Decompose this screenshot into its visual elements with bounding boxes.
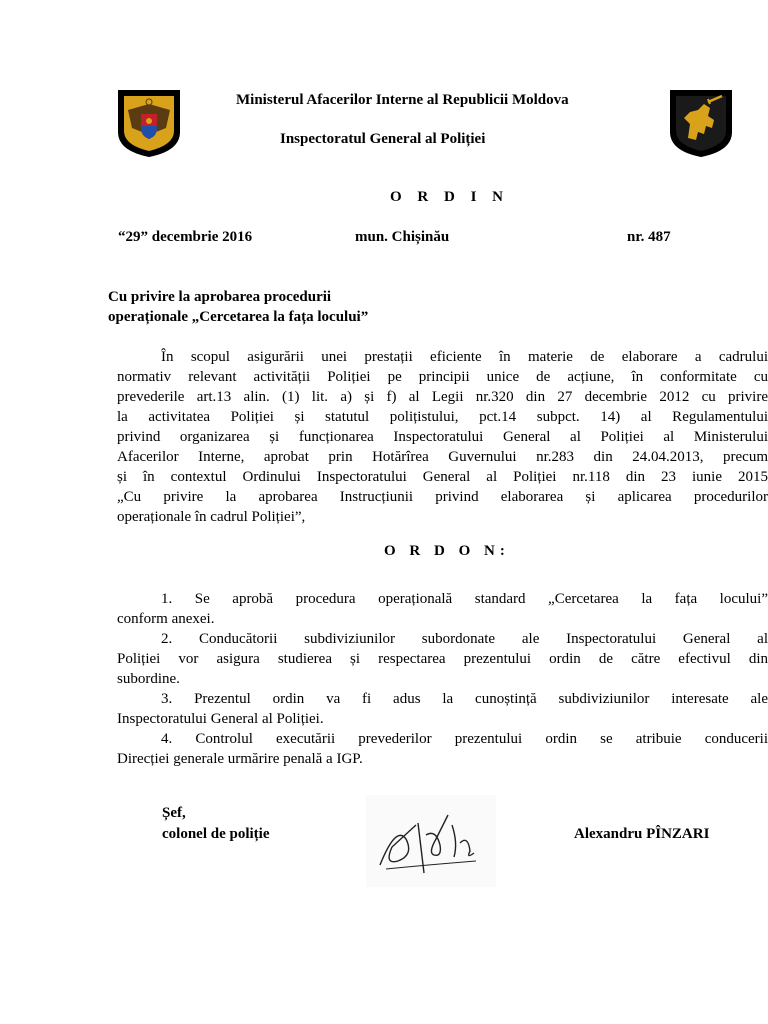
- moldova-coat-of-arms-icon: [116, 88, 182, 163]
- handwritten-signature: [366, 795, 496, 892]
- signatory-name: Alexandru PÎNZARI: [574, 826, 710, 842]
- preamble-line: privind organizarea și funcționarea Inspectoratului General al Poliției al Ministerului: [117, 429, 768, 445]
- document-title: O R D I N: [390, 189, 510, 205]
- document-place: mun. Chișinău: [355, 229, 450, 245]
- signatory-rank: colonel de poliție: [162, 826, 270, 842]
- order-item-line: 3. Prezentul ordin va fi adus la cunoștință subdiviziunilor interesate ale: [161, 691, 768, 707]
- preamble-line: normativ relevant activității Poliției pe principii unice de acțiune, în conformitate cu: [117, 369, 768, 385]
- preamble-line: prevederile art.13 alin. (1) lit. a) și f) al Legii nr.320 din 27 decembrie 2012 cu privire: [117, 389, 768, 405]
- signatory-role: Șef,: [162, 805, 186, 821]
- preamble-line: operaționale în cadrul Poliției”,: [117, 509, 306, 525]
- subject-line: operaționale „Cercetarea la fața locului”: [108, 309, 369, 325]
- document-subject: [108, 287, 368, 327]
- document-date: “29” decembrie 2016: [118, 229, 253, 245]
- preamble-line: la activitatea Poliției și statutul polițistului, pct.14 subpct. 14) al Regulamentului: [117, 409, 768, 425]
- order-item-line: Direcției generale urmărire penală a IGP.: [117, 751, 363, 767]
- order-item-line: 1. Se aprobă procedura operațională standard „Cercetarea la fața locului”: [161, 591, 768, 607]
- document-number: nr. 487: [627, 229, 671, 245]
- order-heading: O R D O N:: [384, 543, 510, 559]
- order-item-line: 2. Conducătorii subdiviziunilor subordonate ale Inspectoratului General al: [161, 631, 768, 647]
- order-item-line: conform anexei.: [117, 611, 215, 627]
- preamble-line: și în contextul Ordinului Inspectoratului General al Poliției nr.118 din 23 iunie 2015: [117, 469, 768, 485]
- order-item-line: Poliției vor asigura studierea și respectarea prezentului ordin de către efectivul din: [117, 651, 768, 667]
- subject-line: Cu privire la aprobarea procedurii: [108, 289, 332, 305]
- preamble-line: Afacerilor Interne, aprobat prin Hotărîrea Guvernului nr.283 din 24.04.2013, precum: [117, 449, 768, 465]
- order-item-line: Inspectoratului General al Poliției.: [117, 711, 324, 727]
- ministry-name: Ministerul Afacerilor Interne al Republicii Moldova: [236, 92, 569, 108]
- order-item-line: subordine.: [117, 671, 180, 687]
- police-lion-emblem-icon: [668, 88, 734, 163]
- preamble-line: „Cu privire la aprobarea Instrucțiunii privind elaborarea și aplicarea procedurilor: [117, 489, 768, 505]
- order-item-line: 4. Controlul executării prevederilor prezentului ordin se atribuie conducerii: [161, 731, 768, 747]
- inspectorate-name: Inspectoratul General al Poliției: [280, 131, 486, 147]
- preamble-line: În scopul asigurării unei prestații eficiente în materie de elaborare a cadrului: [161, 349, 768, 365]
